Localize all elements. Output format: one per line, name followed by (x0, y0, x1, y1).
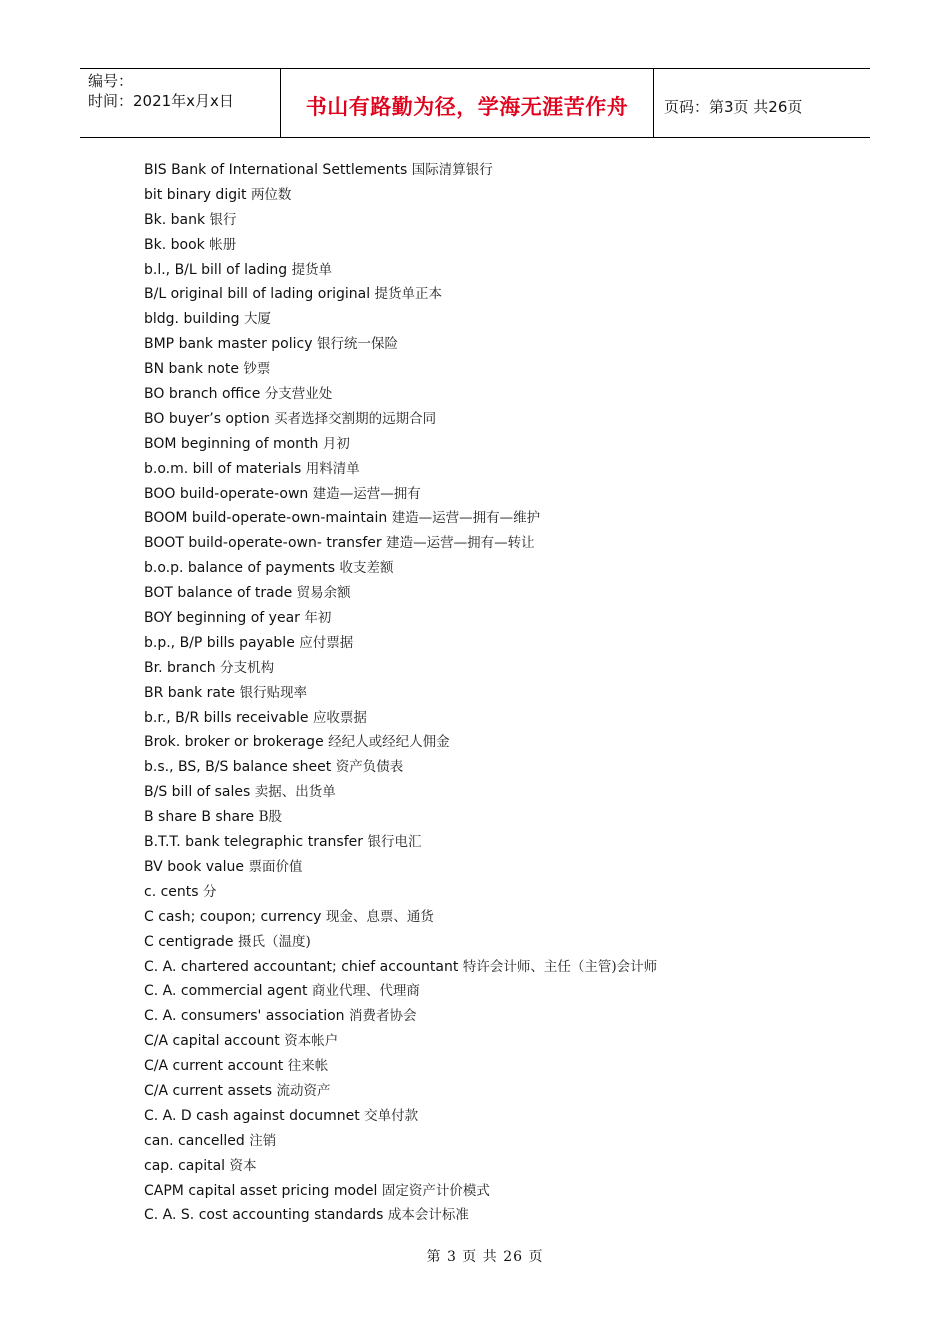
entry-term: C cash; coupon; currency (144, 908, 322, 925)
entry-translation: 固定资产计价模式 (381, 1182, 490, 1199)
glossary-list (144, 158, 657, 1228)
glossary-entry (144, 258, 657, 283)
entry-term: BOM beginning of month (144, 435, 319, 452)
glossary-entry (144, 1029, 657, 1054)
glossary-entry (144, 1104, 657, 1129)
entry-translation: 贸易余额 (296, 585, 351, 602)
glossary-entry (144, 830, 657, 855)
entry-translation: 资本帐户 (284, 1033, 339, 1050)
glossary-entry (144, 233, 657, 258)
entry-translation: 建造—运营—拥有 (312, 485, 421, 502)
entry-term: cap. capital (144, 1157, 226, 1174)
glossary-entry (144, 531, 657, 556)
glossary-entry (144, 905, 657, 930)
entry-translation: 银行贴现率 (239, 684, 308, 701)
glossary-entry (144, 307, 657, 332)
entry-term: B/L original bill of lading original (144, 286, 371, 303)
entry-translation: 流动资产 (276, 1082, 331, 1099)
entry-term: BIS Bank of International Settlements (144, 162, 408, 178)
glossary-entry (144, 506, 657, 531)
glossary-entry (144, 432, 657, 457)
entry-translation: 提货单 (291, 261, 333, 278)
header-page-info: 页码：第3页 共26页 (664, 97, 803, 116)
header-page-info-cell (654, 69, 870, 137)
glossary-entry (144, 1079, 657, 1104)
glossary-entry (144, 407, 657, 432)
glossary-entry (144, 581, 657, 606)
entry-translation: 成本会计标准 (387, 1207, 469, 1224)
entry-term: C/A capital account (144, 1033, 280, 1050)
page-footer: 第 3 页 共 26 页 (426, 1249, 544, 1265)
entry-translation: 银行统一保险 (316, 336, 398, 353)
entry-term: BOT balance of trade (144, 585, 293, 602)
glossary-entry (144, 805, 657, 830)
entry-translation: 商业代理、代理商 (311, 983, 420, 1000)
entry-term: c. cents (144, 883, 199, 900)
glossary-entry (144, 855, 657, 880)
entry-translation: 应付票据 (299, 634, 354, 651)
entry-translation: 应收票据 (312, 709, 367, 726)
header-motto: 书山有路勤为径，学海无涯苦作舟 (305, 94, 629, 119)
entry-translation: 交单付款 (364, 1107, 419, 1124)
entry-translation: 大厦 (243, 311, 271, 328)
glossary-entry (144, 681, 657, 706)
entry-term: b.o.m. bill of materials (144, 460, 302, 477)
glossary-entry (144, 1203, 657, 1228)
glossary-entry (144, 1154, 657, 1179)
glossary-entry (144, 158, 657, 183)
entry-term: BO branch office (144, 386, 261, 403)
glossary-entry (144, 332, 657, 357)
entry-translation: 提货单正本 (374, 286, 443, 303)
glossary-entry (144, 755, 657, 780)
entry-translation: 注销 (249, 1132, 277, 1149)
glossary-entry (144, 706, 657, 731)
glossary-entry (144, 606, 657, 631)
entry-term: BOOM build-operate-own-maintain (144, 510, 388, 527)
entry-term: b.p., B/P bills payable (144, 634, 295, 651)
entry-translation: 经纪人或经纪人佣金 (328, 734, 450, 751)
entry-translation: 银行电汇 (367, 834, 422, 851)
entry-term: b.o.p. balance of payments (144, 560, 336, 577)
glossary-entry (144, 183, 657, 208)
glossary-entry (144, 1129, 657, 1154)
glossary-entry (144, 730, 657, 755)
entry-term: B.T.T. bank telegraphic transfer (144, 834, 363, 851)
glossary-entry (144, 382, 657, 407)
glossary-entry (144, 656, 657, 681)
glossary-entry (144, 1054, 657, 1079)
glossary-entry (144, 930, 657, 955)
entry-term: can. cancelled (144, 1132, 245, 1149)
entry-translation: 银行 (209, 211, 237, 228)
entry-translation: 收支差额 (339, 560, 394, 577)
entry-translation: 两位数 (250, 186, 292, 203)
entry-translation: 钞票 (243, 361, 271, 378)
entry-translation: 资产负债表 (335, 759, 404, 776)
entry-term: bit binary digit (144, 186, 247, 203)
entry-term: BV book value (144, 858, 245, 875)
entry-translation: 帐册 (209, 236, 237, 253)
entry-term: bldg. building (144, 311, 240, 328)
entry-term: BO buyer’s option (144, 410, 270, 427)
entry-translation: 摄氏（温度) (237, 933, 311, 950)
glossary-entry (144, 1004, 657, 1029)
entry-term: CAPM capital asset pricing model (144, 1182, 378, 1199)
entry-translation: 国际清算银行 (411, 162, 493, 178)
entry-term: Brok. broker or brokerage (144, 734, 324, 751)
entry-term: B/S bill of sales (144, 784, 251, 801)
document-date: 时间：2021年x月x日 (88, 92, 234, 110)
entry-term: Br. branch (144, 659, 216, 676)
glossary-entry (144, 357, 657, 382)
entry-term: BOOT build-operate-own- transfer (144, 535, 382, 552)
entry-term: BOO build-operate-own (144, 485, 309, 502)
entry-term: b.l., B/L bill of lading (144, 261, 288, 278)
entry-term: C/A current account (144, 1058, 284, 1075)
entry-term: b.r., B/R bills receivable (144, 709, 309, 726)
entry-term: C. A. chartered accountant; chief accountant (144, 958, 459, 975)
document-number-label: 编号： (88, 72, 134, 90)
entry-translation: 分 (203, 883, 217, 900)
glossary-entry (144, 482, 657, 507)
glossary-entry (144, 556, 657, 581)
entry-translation: 建造—运营—拥有—转让 (386, 535, 535, 552)
entry-translation: 年初 (304, 610, 332, 627)
entry-term: b.s., BS, B/S balance sheet (144, 759, 332, 776)
entry-term: Bk. book (144, 236, 205, 253)
entry-translation: 买者选择交割期的远期合同 (274, 410, 437, 427)
entry-term: BR bank rate (144, 684, 236, 701)
entry-term: B share B share (144, 809, 255, 826)
glossary-entry (144, 1179, 657, 1204)
entry-term: BOY beginning of year (144, 610, 300, 627)
glossary-entry (144, 208, 657, 233)
glossary-entry (144, 880, 657, 905)
header-meta (80, 69, 281, 137)
glossary-entry (144, 955, 657, 980)
entry-translation: 票面价值 (248, 858, 303, 875)
entry-term: BMP bank master policy (144, 336, 313, 353)
glossary-entry (144, 457, 657, 482)
entry-term: C/A current assets (144, 1082, 273, 1099)
entry-term: C. A. commercial agent (144, 983, 308, 1000)
entry-translation: 月初 (322, 435, 350, 452)
entry-term: BN bank note (144, 361, 239, 378)
glossary-entry (144, 780, 657, 805)
entry-term: Bk. bank (144, 211, 206, 228)
entry-translation: 消费者协会 (348, 1008, 417, 1025)
entry-term: C. A. D cash against documnet (144, 1107, 360, 1124)
entry-translation: 资本 (229, 1157, 257, 1174)
entry-translation: 卖据、出货单 (254, 784, 336, 801)
header-motto-cell (281, 69, 654, 137)
glossary-entry (144, 979, 657, 1004)
entry-translation: 建造—运营—拥有—维护 (391, 510, 541, 527)
entry-term: C. A. consumers' association (144, 1008, 345, 1025)
glossary-entry (144, 631, 657, 656)
entry-term: C centigrade (144, 933, 234, 950)
entry-translation: 往来帐 (287, 1058, 329, 1075)
entry-translation: 现金、息票、通货 (325, 908, 434, 925)
entry-translation: B股 (258, 809, 283, 826)
entry-translation: 分支营业处 (264, 386, 333, 403)
glossary-entry (144, 282, 657, 307)
entry-translation: 特许会计师、主任（主管)会计师 (462, 958, 658, 975)
entry-translation: 用料清单 (305, 460, 360, 477)
entry-term: C. A. S. cost accounting standards (144, 1207, 384, 1224)
page-header (80, 68, 870, 138)
entry-translation: 分支机构 (220, 659, 275, 676)
